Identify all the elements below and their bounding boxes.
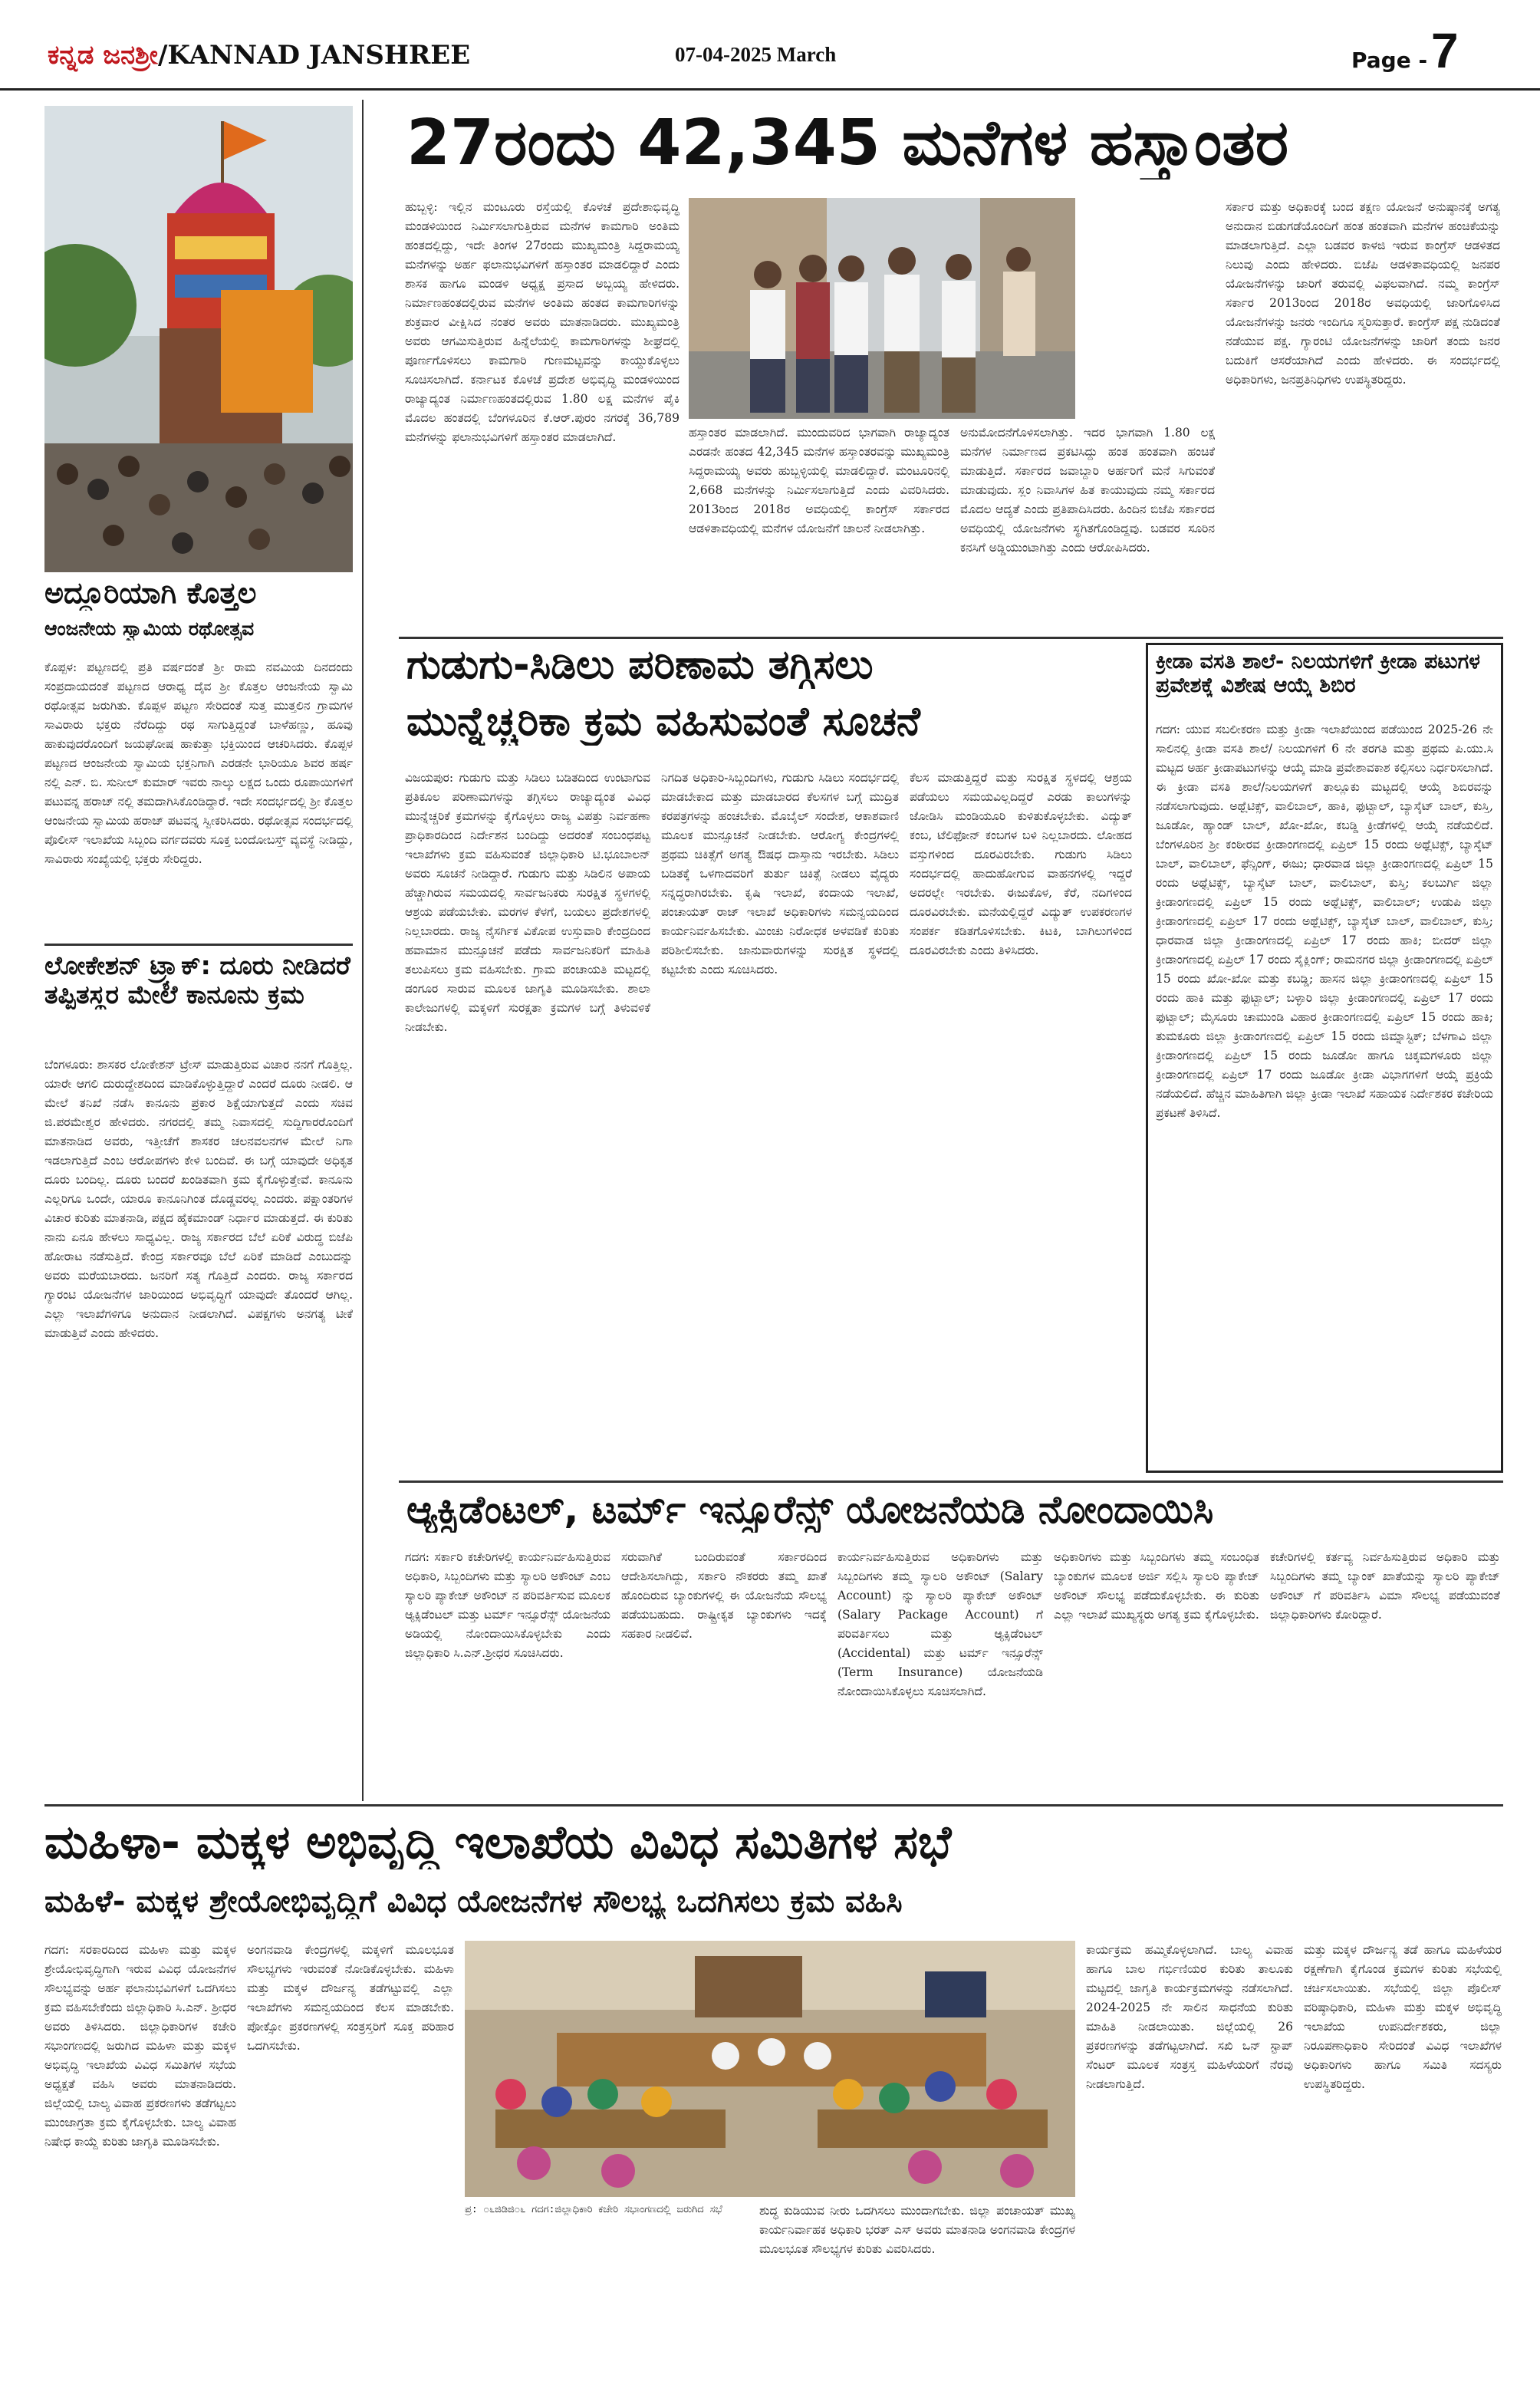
women-top-rule bbox=[44, 1804, 1503, 1807]
story-body-location: ಬೆಂಗಳೂರು: ಶಾಸಕರ ಲೋಕೇಶನ್ ಟ್ರೇಸ್ ಮಾಡುತ್ತಿರುವ ವಿಚಾರ ನನಗೆ ಗೊತ್ತಿಲ್ಲ. ಯಾರೇ ಆಗಲಿ ದುರುದ್ದೇಶದಿಂದ ಮಾಡಿಕೊಳ್ಳುತ್ತಿದ್ದಾರೆ ಎಂದರೆ ದೂರು ನೀಡಲಿ. ಆ ಮೇಲೆ ತನಿಖೆ ನಡೆಸಿ ಕಾನೂನು ಪ್ರಕಾರ ಶಿಕ್ಷೆಯಾಗುತ್ತದೆ ಎಂದು ಸಚಿವ ಜಿ.ಪರಮೇಶ್ವರ ಹೇಳಿದರು. ನಗರದಲ್ಲಿ ತಮ್ಮ ನಿವಾಸದಲ್ಲಿ ಸುದ್ದಿಗಾರರೊಂದಿಗೆ ಮಾತನಾಡಿದ ಅವರು, ಇತ್ತೀಚೆಗೆ ಶಾಸಕರ ಚಲನವಲನಗಳ ಮೇಲೆ ನಿಗಾ ಇಡಲಾಗುತ್ತಿದೆ ಎಂಬ ಆರೋಪಗಳು ಕೇಳಿ ಬಂದಿವೆ. ಈ ಬಗ್ಗೆ ಯಾವುದೇ ಅಧಿಕೃತ ದೂರು ಬಂದಿಲ್ಲ. ದೂರು ಬಂದರೆ ಖಂಡಿತವಾಗಿ ಕ್ರಮ ಕೈಗೊಳ್ಳುತ್ತೇವೆ. ಕಾನೂನು ಎಲ್ಲರಿಗೂ ಒಂದೇ, ಯಾರೂ ಕಾನೂನಿಗಿಂತ ದೊಡ್ಡವರಲ್ಲ ಎಂದರು. ಪಕ್ಷಾಂತರಿಗಳ ವಿಚಾರ ಕುರಿತು ಮಾತನಾಡಿ, ಪಕ್ಷದ ಹೈಕಮಾಂಡ್ ನಿರ್ಧಾರ ಮಾಡುತ್ತದೆ. ಈ ಕುರಿತು ನಾನು ಏನೂ ಹೇಳಲು ಸಾಧ್ಯವಿಲ್ಲ. ರಾಜ್ಯ ಸರ್ಕಾರದ ಬೆಲೆ ಏರಿಕೆ ವಿರುದ್ಧ ಬಿಜೆಪಿ ಹೋರಾಟ ನಡೆಸುತ್ತಿದೆ. ಕೇಂದ್ರ ಸರ್ಕಾರವೂ ಬೆಲೆ ಏರಿಕೆ ಮಾಡಿದೆ ಎಂಬುದನ್ನು ಅವರು ಮರೆಯಬಾರದು. ಜನರಿಗೆ ಸತ್ಯ ಗೊತ್ತಿದೆ ಎಂದರು. ರಾಜ್ಯ ಸರ್ಕಾರದ ಗ್ಯಾರಂಟಿ ಯೋಜನೆಗಳ ಜಾರಿಯಿಂದ ಅಭಿವೃದ್ಧಿಗೆ ಯಾವುದೇ ತೊಂದರೆ ಆಗಿಲ್ಲ. ಎಲ್ಲಾ ಇಲಾಖೆಗಳಿಗೂ ಅನುದಾನ ನೀಡಲಾಗಿದೆ. ವಿಪಕ್ಷಗಳು ಅನಗತ್ಯ ಟೀಕೆ ಮಾಡುತ್ತಿವೆ ಎಂದು ಹೇಳಿದರು. bbox=[44, 1058, 353, 1340]
page-number: 7 bbox=[1431, 23, 1459, 78]
women-col-4: ಮತ್ತು ಮಕ್ಕಳ ದೌರ್ಜನ್ಯ ತಡೆ ಹಾಗೂ ಮಹಿಳೆಯರ ರಕ್ಷಣೆಗಾಗಿ ಕೈಗೊಂಡ ಕ್ರಮಗಳ ಕುರಿತು ಸಭೆಯಲ್ಲಿ ಚರ್ಚಿಸಲಾಯಿತು. ಸಭೆಯಲ್ಲಿ ಜಿಲ್ಲಾ ಪೊಲೀಸ್ ವರಿಷ್ಠಾಧಿಕಾರಿ, ಮಹಿಳಾ ಮತ್ತು ಮಕ್ಕಳ ಅಭಿವೃದ್ಧಿ ಇಲಾಖೆಯ ಉಪನಿರ್ದೇಶಕರು, ಜಿಲ್ಲಾ ನಿರೂಪಣಾಧಿಕಾರಿ ಸೇರಿದಂತೆ ವಿವಿಧ ಇಲಾಖೆಗಳ ಅಧಿಕಾರಿಗಳು ಹಾಗೂ ಸಮಿತಿ ಸದಸ್ಯರು ಉಪಸ್ಥಿತರಿದ್ದರು. bbox=[1304, 1943, 1502, 2091]
lead-bottom-rule bbox=[399, 637, 1503, 639]
lead-col-2: ಹಸ್ತಾಂತರ ಮಾಡಲಾಗಿದೆ. ಮುಂದುವರಿದ ಭಾಗವಾಗಿ ರಾಜ್ಯಾದ್ಯಂತ ಎರಡನೇ ಹಂತದ 42,345 ಮನೆಗಳ ಹಸ್ತಾಂತರವನ್ನು ಮುಖ್ಯಮಂತ್ರಿ ಸಿದ್ದರಾಮಯ್ಯ ಅವರು ಹುಬ್ಬಳ್ಳಿಯಲ್ಲಿ ಮಾಡಲಿದ್ದಾರೆ. ಮಂಟೂರಿನಲ್ಲಿ 2,668 ಮನೆಗಳನ್ನು ನಿರ್ಮಿಸಲಾಗುತ್ತಿದೆ ಎಂದು ವಿವರಿಸಿದರು. 2013ರಿಂದ 2018ರ ಅವಧಿಯಲ್ಲಿ ಕಾಂಗ್ರೆಸ್ ಸರ್ಕಾರದ ಆಡಳಿತಾವಧಿಯಲ್ಲಿ ಮನೆಗಳ ಯೋಜನೆಗೆ ಚಾಲನೆ ನೀಡಲಾಗಿತ್ತು. bbox=[689, 426, 949, 535]
accident-col-5: ಕಚೇರಿಗಳಲ್ಲಿ ಕರ್ತವ್ಯ ನಿರ್ವಹಿಸುತ್ತಿರುವ ಅಧಿಕಾರಿ ಮತ್ತು ಸಿಬ್ಬಂದಿಗಳು ತಮ್ಮ ಬ್ಯಾಂಕ್ ಖಾತೆಯನ್ನು ಸ್ಯಾಲರಿ ಪ್ಯಾಕೇಜ್ ಅಕೌಂಟ್ ಗೆ ಪರಿವರ್ತಿಸಿ ವಿಮಾ ಸೌಲಭ್ಯ ಪಡೆಯುವಂತೆ ಜಿಲ್ಲಾಧಿಕಾರಿಗಳು ಕೋರಿದ್ದಾರೆ. bbox=[1270, 1550, 1500, 1622]
meeting-photo bbox=[465, 1941, 1075, 2197]
lead-col-3: ಅನುಮೋದನೆಗೊಳಿಸಲಾಗಿತ್ತು. ಇದರ ಭಾಗವಾಗಿ 1.80 ಲಕ್ಷ ಮನೆಗಳ ನಿರ್ಮಾಣದ ಪ್ರಕಟಿಸಿದ್ದು ಹಂತ ಹಂತವಾಗಿ ಹಂಚಿಕೆ ಮಾಡುತ್ತಿದೆ. ಸರ್ಕಾರದ ಜವಾಬ್ದಾರಿ ಅರ್ಹರಿಗೆ ಮನೆ ಸಿಗುವಂತೆ ಮಾಡುವುದು. ಸ್ಲಂ ನಿವಾಸಿಗಳ ಹಿತ ಕಾಯುವುದು ನಮ್ಮ ಸರ್ಕಾರದ ಮೊದಲ ಆದ್ಯತೆ ಎಂದು ಪ್ರತಿಪಾದಿಸಿದರು. ಹಿಂದಿನ ಬಿಜೆಪಿ ಸರ್ಕಾರದ ಅವಧಿಯಲ್ಲಿ ಯೋಜನೆಗಳು ಸ್ಥಗಿತಗೊಂಡಿದ್ದವು. ಬಡವರ ಸೂರಿನ ಕನಸಿಗೆ ಅಡ್ಡಿಯುಂಟಾಗಿತ್ತು ಎಂದು ಆರೋಪಿಸಿದರು. bbox=[960, 426, 1215, 555]
sports-headline: ಕ್ರೀಡಾ ವಸತಿ ಶಾಲೆ- ನಿಲಯಗಳಿಗೆ ಕ್ರೀಡಾ ಪಟುಗಳ ಪ್ರವೇಶಕ್ಕೆ ವಿಶೇಷ ಆಯ್ಕೆ ಶಿಬಿರ bbox=[1156, 650, 1480, 698]
story-headline-kottala: ಅದ್ದೂರಿಯಾಗಿ ಕೊತ್ತಲ bbox=[44, 577, 257, 610]
newspaper-brand bbox=[48, 40, 470, 71]
story-body-kottala: ಕೊಪ್ಪಳ: ಪಟ್ಟಣದಲ್ಲಿ ಪ್ರತಿ ವರ್ಷದಂತೆ ಶ್ರೀ ರಾಮ ನವಮಿಯ ದಿನದಂದು ಸಂಪ್ರದಾಯದಂತೆ ಪಟ್ಟಣದ ಆರಾಧ್ಯ ದೈವ ಶ್ರೀ ಕೊತ್ತಲ ಆಂಜನೇಯ ಸ್ವಾಮಿ ರಥೋತ್ಸವ ಜರುಗಿತು. ಕೊಪ್ಪಳ ಪಟ್ಟಣ ಸೇರಿದಂತೆ ಸುತ್ತ ಮುತ್ತಲಿನ ಗ್ರಾಮಗಳ ಸಾವಿರಾರು ಭಕ್ತರು ನೆರೆದಿದ್ದು ರಥ ಸಾಗುತ್ತಿದ್ದಂತೆ ಬಾಳೆಹಣ್ಣು, ಹೂವು ಹಾಕುವುದರೊಂದಿಗೆ ಜಯಘೋಷ ಹಾಕುತ್ತಾ ಭಕ್ತಿಯಿಂದ ಆಚರಿಸಿದರು. ಕೊಪ್ಪಳ ಪಟ್ಟಣದ ಆಂಜನೇಯ ಸ್ವಾಮಿಯ ಭಕ್ತನಿಗಾಗಿ ಎರಡನೇ ಭಾರಿಯೂ ಶಿವರ ಹರ್ಷ ನಲ್ಲಿ ಎನ್. ಬಿ. ಸುನೀಲ್ ಕುಮಾರ್ ಇವರು ನಾಲ್ಕು ಲಕ್ಷದ ಒಂದು ರೂಪಾಯಿಗಳಿಗೆ ಪಟುವನ್ನ ಹರಾಜ್ ನಲ್ಲಿ ತಮದಾಗಿಸಿಕೊಂಡಿದ್ದಾರೆ. ಇದೇ ಸಂದರ್ಭದಲ್ಲಿ ಶ್ರೀ ಕೊತ್ತಲ ಆಂಜನೇಯ ಸ್ವಾಮಿಯ ಹರಾಜ್ ಪಟವನ್ನ ಸ್ವೀಕರಿಸಿದರು. ರಥೋತ್ಸವ ಸಂದರ್ಭದಲ್ಲಿ ಪೊಲೀಸ್ ಇಲಾಖೆಯ ಸಿಬ್ಬಂದಿ ವರ್ಗದವರು ಸೂಕ್ತ ಬಂದೋಬಸ್ತ್ ವ್ಯವಸ್ಥೆ ನೀಡಿದ್ದು, ಸಾವಿರಾರು ಸಂಖ್ಯೆಯಲ್ಲಿ ಭಕ್ತರು ಸೇರಿದ್ದರು. bbox=[44, 660, 353, 866]
lead-photo-officials bbox=[689, 198, 1075, 419]
thunder-col-3: ಕೆಲಸ ಮಾಡುತ್ತಿದ್ದರೆ ಮತ್ತು ಸುರಕ್ಷಿತ ಸ್ಥಳದಲ್ಲಿ ಆಶ್ರಯ ಪಡೆಯಲು ಸಮಯವಿಲ್ಲದಿದ್ದರೆ ಎರಡು ಕಾಲುಗಳನ್ನು ಜೋಡಿಸಿ ಮಂಡಿಯೂರಿ ಕುಳಿತುಕೊಳ್ಳಬೇಕು. ವಿದ್ಯುತ್ ಕಂಬ, ಟೆಲಿಫೋನ್ ಕಂಬಗಳ ಬಳಿ ನಿಲ್ಲಬಾರದು. ಲೋಹದ ವಸ್ತುಗಳಿಂದ ದೂರವಿರಬೇಕು. ಗುಡುಗು ಸಿಡಿಲು ಸಂದರ್ಭದಲ್ಲಿ ಹಾದುಹೋಗುವ ವಾಹನಗಳಲ್ಲಿ ಇದ್ದರೆ ಅದರಲ್ಲೇ ಇರಬೇಕು. ಈಜುಕೊಳ, ಕೆರೆ, ನದಿಗಳಿಂದ ದೂರವಿರಬೇಕು. ಮನೆಯಲ್ಲಿದ್ದರೆ ವಿದ್ಯುತ್ ಉಪಕರಣಗಳ ಸಂಪರ್ಕ ಕಡಿತಗೊಳಿಸಬೇಕು. ಕಿಟಕಿ, ಬಾಗಿಲುಗಳಿಂದ ದೂರವಿರಬೇಕು ಎಂದು ತಿಳಿಸಿದರು. bbox=[910, 771, 1132, 957]
thunder-col-2: ನಿಗದಿತ ಅಧಿಕಾರಿ-ಸಿಬ್ಬಂದಿಗಳು, ಗುಡುಗು ಸಿಡಿಲು ಸಂದರ್ಭದಲ್ಲಿ ಮಾಡಬೇಕಾದ ಮತ್ತು ಮಾಡಬಾರದ ಕೆಲಸಗಳ ಬಗ್ಗೆ ಮುದ್ರಿತ ಕರಪತ್ರಗಳನ್ನು ಹಂಚಬೇಕು. ಮೊಬೈಲ್ ಸಂದೇಶ, ಆಕಾಶವಾಣಿ ಮೂಲಕ ಮುನ್ಸೂಚನೆ ನೀಡಬೇಕು. ಆರೋಗ್ಯ ಕೇಂದ್ರಗಳಲ್ಲಿ ಪ್ರಥಮ ಚಿಕಿತ್ಸೆಗೆ ಅಗತ್ಯ ಔಷಧ ದಾಸ್ತಾನು ಇರಬೇಕು. ಸಿಡಿಲು ಬಡಿತಕ್ಕೆ ಒಳಗಾದವರಿಗೆ ತುರ್ತು ಚಿಕಿತ್ಸೆ ನೀಡಲು ವೈದ್ಯರು ಸನ್ನದ್ಧರಾಗಿರಬೇಕು. ಕೃಷಿ ಇಲಾಖೆ, ಕಂದಾಯ ಇಲಾಖೆ, ಪಂಚಾಯತ್ ರಾಜ್ ಇಲಾಖೆ ಅಧಿಕಾರಿಗಳು ಸಮನ್ವಯದಿಂದ ಕಾರ್ಯನಿರ್ವಹಿಸಬೇಕು. ಮಿಂಚು ನಿರೋಧಕ ಅಳವಡಿಕೆ ಕುರಿತು ಪರಿಶೀಲಿಸಬೇಕು. ಜಾನುವಾರುಗಳನ್ನು ಸುರಕ್ಷಿತ ಸ್ಥಳದಲ್ಲಿ ಕಟ್ಟಬೇಕು ಎಂದು ಸೂಚಿಸಿದರು. bbox=[661, 771, 899, 977]
thunder-headline-line1: ಗುಡುಗು-ಸಿಡಿಲು ಪರಿಣಾಮ ತಗ್ಗಿಸಲು bbox=[406, 643, 874, 688]
chariot-festival-photo bbox=[44, 106, 353, 572]
lead-col-1: ಹುಬ್ಬಳ್ಳಿ: ಇಲ್ಲಿನ ಮಂಟೂರು ರಸ್ತೆಯಲ್ಲಿ ಕೊಳಚೆ ಪ್ರದೇಶಾಭಿವೃದ್ಧಿ ಮಂಡಳಿಯಿಂದ ನಿರ್ಮಿಸಲಾಗುತ್ತಿರುವ ಮನೆಗಳ ಕಾಮಗಾರಿ ಅಂತಿಮ ಹಂತದಲ್ಲಿದ್ದು, ಇದೇ ತಿಂಗಳ 27ರಂದು ಮುಖ್ಯಮಂತ್ರಿ ಸಿದ್ದರಾಮಯ್ಯ ಮನೆಗಳನ್ನು ಅರ್ಹ ಫಲಾನುಭವಿಗಳಿಗೆ ಹಸ್ತಾಂತರ ಮಾಡಲಿದ್ದಾರೆ ಎಂದು ಶಾಸಕ ಹಾಗೂ ಮಂಡಳಿ ಅಧ್ಯಕ್ಷ ಪ್ರಸಾದ ಅಬ್ಬಯ್ಯ ಹೇಳಿದರು. ನಿರ್ಮಾಣಹಂತದಲ್ಲಿರುವ ಮನೆಗಳ ಅಂತಿಮ ಹಂತದ ಕಾಮಗಾರಿಗಳನ್ನು ಶುಕ್ರವಾರ ವೀಕ್ಷಿಸಿದ ನಂತರ ಅವರು ಮಾತನಾಡಿದರು. ಮುಖ್ಯಮಂತ್ರಿ ಅವರು ಆಗಮಿಸುತ್ತಿರುವ ಹಿನ್ನೆಲೆಯಲ್ಲಿ ಕಾಮಗಾರಿಗಳನ್ನು ಶೀಘ್ರದಲ್ಲಿ ಪೂರ್ಣಗೊಳಿಸಲು ಕಾಮಗಾರಿ ಗುಣಮಟ್ಟವನ್ನು ಕಾಯ್ದುಕೊಳ್ಳಲು ಸೂಚಿಸಲಾಗಿದೆ. ಕರ್ನಾಟಕ ಕೊಳಚೆ ಪ್ರದೇಶ ಅಭಿವೃದ್ಧಿ ಮಂಡಳಿಯಿಂದ ರಾಜ್ಯಾದ್ಯಂತ ನಿರ್ಮಾಣಹಂತದಲ್ಲಿರುವ 1.80 ಲಕ್ಷ ಮನೆಗಳ ಪೈಕಿ ಮೊದಲ ಹಂತದಲ್ಲಿ ಬೆಂಗಳೂರಿನ ಕೆ.ಆರ್.ಪುರಂ ನಗರಕ್ಕೆ 36,789 ಮನೆಗಳನ್ನು ಫಲಾನುಭವಿಗಳಿಗೆ ಹಸ್ತಾಂತರ ಮಾಡಲಾಗಿದೆ. bbox=[405, 200, 680, 444]
meeting-photo-caption: ಪ್ರ: ೦೬ಜಿಡಿಜಿ೦೬ ಗದಗ:ಜಿಲ್ಲಾಧಿಕಾರಿ ಕಚೇರಿ ಸಭಾಂಗಣದಲ್ಲಿ ಜರುಗಿದ ಸಭೆ bbox=[465, 2204, 722, 2215]
meeting-photo-graphic bbox=[465, 1941, 1075, 2197]
accident-col-2: ಸರುವಾಗಿಕೆ ಬಂದಿರುವಂತೆ ಸರ್ಕಾರದಿಂದ ಆದೇಶಿಸಲಾಗಿದ್ದು, ಸರ್ಕಾರಿ ನೌಕರರು ತಮ್ಮ ಖಾತೆ ಹೊಂದಿರುವ ಬ್ಯಾಂಕುಗಳಲ್ಲಿ ಈ ಯೋಜನೆಯ ಸೌಲಭ್ಯ ಪಡೆಯಬಹುದು. ರಾಷ್ಟ್ರೀಕೃತ ಬ್ಯಾಂಕುಗಳು ಇದಕ್ಕೆ ಸಹಕಾರ ನೀಡಲಿವೆ. bbox=[621, 1550, 827, 1641]
story-headline-location: ಲೋಕೇಶನ್ ಟ್ರ್ಯಾಕ್: ದೂರು ನೀಡಿದರೆ ತಪ್ಪಿತಸ್ಥರ ಮೇಲೆ ಕಾನೂನು ಕ್ರಮ bbox=[44, 951, 350, 1009]
issue-date: 07-04-2025 March bbox=[675, 43, 837, 66]
lead-photo-graphic bbox=[689, 198, 1075, 419]
thunder-col-1: ವಿಜಯಪುರ: ಗುಡುಗು ಮತ್ತು ಸಿಡಿಲು ಬಡಿತದಿಂದ ಉಂಟಾಗುವ ಪ್ರತಿಕೂಲ ಪರಿಣಾಮಗಳನ್ನು ತಗ್ಗಿಸಲು ರಾಜ್ಯಾದ್ಯಂತ ವಿವಿಧ ಮುನ್ನೆಚ್ಚರಿಕೆ ಕ್ರಮಗಳನ್ನು ಕೈಗೊಳ್ಳಲು ರಾಜ್ಯ ವಿಪತ್ತು ನಿರ್ವಹಣಾ ಪ್ರಾಧಿಕಾರದಿಂದ ನಿರ್ದೇಶನ ಬಂದಿದ್ದು ಅದರಂತೆ ಸಂಬಂಧಪಟ್ಟ ಇಲಾಖೆಗಳು ಕ್ರಮ ವಹಿಸುವಂತೆ ಜಿಲ್ಲಾಧಿಕಾರಿ ಟಿ.ಭೂಬಾಲನ್ ಅವರು ಸೂಚನೆ ನೀಡಿದ್ದಾರೆ. ಗುಡುಗು ಮತ್ತು ಸಿಡಿಲಿನ ಅಪಾಯ ಹೆಚ್ಚಾಗಿರುವ ಸಮಯದಲ್ಲಿ ಸಾರ್ವಜನಿಕರು ಸುರಕ್ಷಿತ ಸ್ಥಳಗಳಲ್ಲಿ ಆಶ್ರಯ ಪಡೆಯಬೇಕು. ಮರಗಳ ಕೆಳಗೆ, ಬಯಲು ಪ್ರದೇಶಗಳಲ್ಲಿ ನಿಲ್ಲಬಾರದು. ರಾಜ್ಯ ನೈಸರ್ಗಿಕ ವಿಕೋಪ ಉಸ್ತುವಾರಿ ಕೇಂದ್ರದಿಂದ ಹವಾಮಾನ ಮುನ್ಸೂಚನೆ ಪಡೆದು ಸಾರ್ವಜನಿಕರಿಗೆ ಮಾಹಿತಿ ತಲುಪಿಸಲು ಕ್ರಮ ವಹಿಸಬೇಕು. ಗ್ರಾಮ ಪಂಚಾಯತಿ ಮಟ್ಟದಲ್ಲಿ ಡಂಗೂರ ಸಾರುವ ಮೂಲಕ ಜಾಗೃತಿ ಮೂಡಿಸಬೇಕು. ಶಾಲಾ ಕಾಲೇಜುಗಳಲ್ಲಿ ಮಕ್ಕಳಿಗೆ ಸುರಕ್ಷತಾ ಕ್ರಮಗಳ ಬಗ್ಗೆ ತಿಳುವಳಿಕೆ ನೀಡಬೇಕು. bbox=[405, 771, 650, 1034]
page-label: Page - bbox=[1351, 48, 1428, 73]
women-subhead: ಮಹಿಳೆ- ಮಕ್ಕಳ ಶ್ರೇಯೋಭಿವೃದ್ಧಿಗೆ ವಿವಿಧ ಯೋಜನೆಗಳ ಸೌಲಭ್ಯ ಒದಗಿಸಲು ಕ್ರಮ ವಹಿಸಿ bbox=[44, 1884, 903, 1919]
column-rule-left bbox=[362, 100, 364, 1801]
masthead bbox=[0, 0, 1540, 91]
accident-headline: ಆ್ಯಕ್ಸಿಡೆಂಟಲ್, ಟರ್ಮ್ ಇನ್ಸೂರೆನ್ಸ್ ಯೋಜನೆಯಡಿ ನೋಂದಾಯಿಸಿ bbox=[406, 1488, 1214, 1532]
chariot-photo-graphic bbox=[44, 106, 353, 572]
thunder-bottom-rule bbox=[399, 1480, 1503, 1483]
women-col-1: ಗದಗ: ಸರಕಾರದಿಂದ ಮಹಿಳಾ ಮತ್ತು ಮಕ್ಕಳ ಶ್ರೇಯೋಭಿವೃದ್ಧಿಗಾಗಿ ಇರುವ ವಿವಿಧ ಯೋಜನೆಗಳ ಸೌಲಭ್ಯವನ್ನು ಅರ್ಹ ಫಲಾನುಭವಿಗಳಿಗೆ ಒದಗಿಸಲು ಕ್ರಮ ವಹಿಸಬೇಕೆಂದು ಜಿಲ್ಲಾಧಿಕಾರಿ ಸಿ.ಎನ್. ಶ್ರೀಧರ ಅವರು ತಿಳಿಸಿದರು. ಜಿಲ್ಲಾಧಿಕಾರಿಗಳ ಕಚೇರಿ ಸಭಾಂಗಣದಲ್ಲಿ ಜರುಗಿದ ಮಹಿಳಾ ಮತ್ತು ಮಕ್ಕಳ ಅಭಿವೃದ್ಧಿ ಇಲಾಖೆಯ ವಿವಿಧ ಸಮಿತಿಗಳ ಸಭೆಯ ಅಧ್ಯಕ್ಷತೆ ವಹಿಸಿ ಅವರು ಮಾತನಾಡಿದರು. ಜಿಲ್ಲೆಯಲ್ಲಿ ಬಾಲ್ಯ ವಿವಾಹ ಪ್ರಕರಣಗಳು ತಡೆಗಟ್ಟಲು ಮುಂಜಾಗ್ರತಾ ಕ್ರಮ ಕೈಗೊಳ್ಳಬೇಕು. ಬಾಲ್ಯ ವಿವಾಹ ನಿಷೇಧ ಕಾಯ್ದೆ ಕುರಿತು ಜಾಗೃತಿ ಮೂಡಿಸಬೇಕು. bbox=[44, 1943, 236, 2149]
accident-col-3: ಕಾರ್ಯನಿರ್ವಹಿಸುತ್ತಿರುವ ಅಧಿಕಾರಿಗಳು ಮತ್ತು ಸಿಬ್ಬಂದಿಗಳು ತಮ್ಮ ಸ್ಯಾಲರಿ ಅಕೌಂಟ್ (Salary Account) ನ್ನು ಸ್ಯಾಲರಿ ಪ್ಯಾಕೇಜ್ ಅಕೌಂಟ್ (Salary Package Account) ಗೆ ಪರಿವರ್ತಿಸಲು ಮತ್ತು ಆ್ಯಕ್ಸಿಡೆಂಟಲ್ (Accidental) ಮತ್ತು ಟರ್ಮ್ ಇನ್ಸೂರೆನ್ಸ್ (Term Insurance) ಯೋಜನೆಯಡಿ ನೋಂದಾಯಿಸಿಕೊಳ್ಳಲು ಸೂಚಿಸಲಾಗಿದೆ. bbox=[837, 1550, 1043, 1698]
lead-col-4: ಸರ್ಕಾರ ಮತ್ತು ಅಧಿಕಾರಕ್ಕೆ ಬಂದ ತಕ್ಷಣ ಯೋಜನೆ ಅನುಷ್ಠಾನಕ್ಕೆ ಅಗತ್ಯ ಅನುದಾನ ಬಿಡುಗಡೆಯೊಂದಿಗೆ ಹಂತ ಹಂತವಾಗಿ ಮನೆಗಳ ಹಂಚಿಕೆಯನ್ನು ಮಾಡಲಾಗುತ್ತಿದೆ. ಎಲ್ಲಾ ಬಡವರ ಕಾಳಜಿ ಇರುವ ಕಾಂಗ್ರೆಸ್ ಆಡಳಿತದ ನಿಲುವು ಎಂದು ಹೇಳಿದರು. ಬಿಜೆಪಿ ಆಡಳಿತಾವಧಿಯಲ್ಲಿ ಜನಪರ ಯೋಜನೆಗಳನ್ನು ಜಾರಿಗೆ ತರುವಲ್ಲಿ ವಿಫಲವಾಗಿದೆ. ನಮ್ಮ ಕಾಂಗ್ರೆಸ್ ಸರ್ಕಾರ 2013ರಿಂದ 2018ರ ಅವಧಿಯಲ್ಲಿ ಜಾರಿಗೊಳಿಸಿದ ಯೋಜನೆಗಳನ್ನು ಜನರು ಇಂದಿಗೂ ಸ್ಮರಿಸುತ್ತಾರೆ. ಕಾಂಗ್ರೆಸ್ ಪಕ್ಷ ನುಡಿದಂತೆ ನಡೆಯುವ ಪಕ್ಷ. ಗ್ಯಾರಂಟಿ ಯೋಜನೆಗಳನ್ನು ಜಾರಿಗೆ ತಂದು ಜನರ ಬದುಕಿಗೆ ಆಸರೆಯಾಗಿದೆ ಎಂದು ಹೇಳಿದರು. ಈ ಸಂದರ್ಭದಲ್ಲಿ ಅಧಿಕಾರಿಗಳು, ಜನಪ್ರತಿನಿಧಿಗಳು ಉಪಸ್ಥಿತರಿದ್ದರು. bbox=[1226, 200, 1500, 387]
brand-english: /KANNAD JANSHREE bbox=[157, 40, 471, 71]
thunder-headline-line2: ಮುನ್ನೆಚ್ಚರಿಕಾ ಕ್ರಮ ವಹಿಸುವಂತೆ ಸೂಚನೆ bbox=[406, 700, 920, 745]
accident-col-4: ಅಧಿಕಾರಿಗಳು ಮತ್ತು ಸಿಬ್ಬಂದಿಗಳು ತಮ್ಮ ಸಂಬಂಧಿತ ಬ್ಯಾಂಕುಗಳ ಮೂಲಕ ಅರ್ಜಿ ಸಲ್ಲಿಸಿ ಸ್ಯಾಲರಿ ಪ್ಯಾಕೇಜ್ ಅಕೌಂಟ್ ಸೌಲಭ್ಯ ಪಡೆದುಕೊಳ್ಳಬೇಕು. ಈ ಕುರಿತು ಎಲ್ಲಾ ಇಲಾಖೆ ಮುಖ್ಯಸ್ಥರು ಅಗತ್ಯ ಕ್ರಮ ಕೈಗೊಳ್ಳಬೇಕು. bbox=[1054, 1550, 1259, 1622]
women-col-2: ಅಂಗನವಾಡಿ ಕೇಂದ್ರಗಳಲ್ಲಿ ಮಕ್ಕಳಿಗೆ ಮೂಲಭೂತ ಸೌಲಭ್ಯಗಳು ಇರುವಂತೆ ನೋಡಿಕೊಳ್ಳಬೇಕು. ಮಹಿಳಾ ಮತ್ತು ಮಕ್ಕಳ ದೌರ್ಜನ್ಯ ತಡೆಗಟ್ಟುವಲ್ಲಿ ಎಲ್ಲಾ ಇಲಾಖೆಗಳು ಸಮನ್ವಯದಿಂದ ಕೆಲಸ ಮಾಡಬೇಕು. ಪೋಕ್ಸೋ ಪ್ರಕರಣಗಳಲ್ಲಿ ಸಂತ್ರಸ್ತರಿಗೆ ಸೂಕ್ತ ಪರಿಹಾರ ಒದಗಿಸಬೇಕು. bbox=[247, 1943, 454, 2053]
brand-kannada: ಕನ್ನಡ ಜನಶ್ರೀ bbox=[48, 40, 158, 71]
lead-headline: 27ರಂದು 42,345 ಮನೆಗಳ ಹಸ್ತಾಂತರ bbox=[406, 107, 1289, 179]
sports-body: ಗದಗ: ಯುವ ಸಬಲೀಕರಣ ಮತ್ತು ಕ್ರೀಡಾ ಇಲಾಖೆಯಿಂದ ಪಡೆಯಿಂದ 2025-26 ನೇ ಸಾಲಿನಲ್ಲಿ ಕ್ರೀಡಾ ವಸತಿ ಶಾಲೆ/ ನಿಲಯಗಳಿಗೆ 6 ನೇ ತರಗತಿ ಮತ್ತು ಪ್ರಥಮ ಪಿ.ಯು.ಸಿ ಮಟ್ಟದ ಅರ್ಹ ಕ್ರೀಡಾಪಟುಗಳನ್ನು ಆಯ್ಕೆ ಮಾಡಿ ಪ್ರವೇಶಾವಕಾಶ ಕಲ್ಪಿಸಲು ನಿರ್ಧರಿಸಲಾಗಿದೆ. ಈ ಕ್ರೀಡಾ ವಸತಿ ಶಾಲೆ/ನಿಲಯಗಳಿಗೆ ತಾಲ್ಲೂಕು ಮಟ್ಟದಲ್ಲಿ ಆಯ್ಕೆ ಶಿಬಿರವನ್ನು ನಡೆಸಲಾಗುವುದು. ಅಥ್ಲೆಟಿಕ್ಸ್, ವಾಲಿಬಾಲ್, ಹಾಕಿ, ಫುಟ್ಬಾಲ್, ಬ್ಯಾಸ್ಕೆಟ್ ಬಾಲ್, ಕುಸ್ತಿ, ಜೂಡೋ, ಹ್ಯಾಂಡ್ ಬಾಲ್, ಖೋ-ಖೋ, ಕಬಡ್ಡಿ ಕ್ರೀಡೆಗಳಲ್ಲಿ ಆಯ್ಕೆ ನಡೆಯಲಿದೆ. ಬೆಂಗಳೂರಿನ ಶ್ರೀ ಕಂಠೀರವ ಕ್ರೀಡಾಂಗಣದಲ್ಲಿ ಏಪ್ರಿಲ್ 15 ರಂದು ಅಥ್ಲೆಟಿಕ್ಸ್, ಬ್ಯಾಸ್ಕೆಟ್ ಬಾಲ್, ವಾಲಿಬಾಲ್, ಫೆನ್ಸಿಂಗ್, ಈಜು; ಧಾರವಾಡ ಜಿಲ್ಲಾ ಕ್ರೀಡಾಂಗಣದಲ್ಲಿ ಏಪ್ರಿಲ್ 15 ರಂದು ಅಥ್ಲೆಟಿಕ್ಸ್, ಬ್ಯಾಸ್ಕೆಟ್ ಬಾಲ್, ವಾಲಿಬಾಲ್, ಕುಸ್ತಿ; ಕಲಬುರ್ಗಿ ಜಿಲ್ಲಾ ಕ್ರೀಡಾಂಗಣದಲ್ಲಿ ಏಪ್ರಿಲ್ 15 ರಂದು ಅಥ್ಲೆಟಿಕ್ಸ್, ವಾಲಿಬಾಲ್; ಉಡುಪಿ ಜಿಲ್ಲಾ ಕ್ರೀಡಾಂಗಣದಲ್ಲಿ ಏಪ್ರಿಲ್ 17 ರಂದು ಅಥ್ಲೆಟಿಕ್ಸ್, ಬ್ಯಾಸ್ಕೆಟ್ ಬಾಲ್, ವಾಲಿಬಾಲ್, ಕುಸ್ತಿ; ಧಾರವಾಡ ಜಿಲ್ಲಾ ಕ್ರೀಡಾಂಗಣದಲ್ಲಿ ಏಪ್ರಿಲ್ 17 ರಂದು ಹಾಕಿ; ಬೀದರ್ ಜಿಲ್ಲಾ ಕ್ರೀಡಾಂಗಣದಲ್ಲಿ ಏಪ್ರಿಲ್ 17 ರಂದು ಸೈಕ್ಲಿಂಗ್; ರಾಮನಗರ ಜಿಲ್ಲಾ ಕ್ರೀಡಾಂಗಣದಲ್ಲಿ ಏಪ್ರಿಲ್ 15 ರಂದು ಖೋ-ಖೋ ಮತ್ತು ಕಬಡ್ಡಿ; ಹಾಸನ ಜಿಲ್ಲಾ ಕ್ರೀಡಾಂಗಣದಲ್ಲಿ ಏಪ್ರಿಲ್ 15 ರಂದು ಹಾಕಿ ಮತ್ತು ಫುಟ್ಬಾಲ್; ಬಳ್ಳಾರಿ ಜಿಲ್ಲಾ ಕ್ರೀಡಾಂಗಣದಲ್ಲಿ ಏಪ್ರಿಲ್ 17 ರಂದು ಫುಟ್ಬಾಲ್; ಮೈಸೂರು ಚಾಮುಂಡಿ ವಿಹಾರ ಕ್ರೀಡಾಂಗಣದಲ್ಲಿ ಏಪ್ರಿಲ್ 15 ರಂದು ಹಾಕಿ; ತುಮಕೂರು ಜಿಲ್ಲಾ ಕ್ರೀಡಾಂಗಣದಲ್ಲಿ ಏಪ್ರಿಲ್ 15 ರಂದು ಜಿಮ್ನಾಸ್ಟಿಕ್; ಬೆಳಗಾವಿ ಜಿಲ್ಲಾ ಕ್ರೀಡಾಂಗಣದಲ್ಲಿ ಏಪ್ರಿಲ್ 15 ರಂದು ಜೂಡೋ ಹಾಗೂ ಚಿಕ್ಕಮಗಳೂರು ಜಿಲ್ಲಾ ಕ್ರೀಡಾಂಗಣದಲ್ಲಿ ಏಪ್ರಿಲ್ 17 ರಂದು ಜೂಡೋ ಕ್ರೀಡಾ ವಿಭಾಗಗಳಿಗೆ ಆಯ್ಕೆ ಪ್ರಕ್ರಿಯೆ ನಡೆಯಲಿದೆ. ಹೆಚ್ಚಿನ ಮಾಹಿತಿಗಾಗಿ ಜಿಲ್ಲಾ ಕ್ರೀಡಾ ಇಲಾಖೆ ಸಹಾಯಕ ನಿರ್ದೇಶಕರ ಕಚೇರಿಯ ಪ್ರಕಟಣೆ ತಿಳಿಸಿದೆ. bbox=[1156, 723, 1493, 1120]
women-col-2b: ಶುದ್ಧ ಕುಡಿಯುವ ನೀರು ಒದಗಿಸಲು ಮುಂದಾಗಬೇಕು. ಜಿಲ್ಲಾ ಪಂಚಾಯತ್ ಮುಖ್ಯ ಕಾರ್ಯನಿರ್ವಾಹಕ ಅಧಿಕಾರಿ ಭರತ್ ಎಸ್ ಅವರು ಮಾತನಾಡಿ ಅಂಗನವಾಡಿ ಕೇಂದ್ರಗಳ ಮೂಲಭೂತ ಸೌಲಭ್ಯಗಳ ಕುರಿತು ವಿವರಿಸಿದರು. bbox=[759, 2204, 1075, 2256]
left-divider bbox=[44, 944, 353, 946]
women-col-3: ಕಾರ್ಯಕ್ರಮ ಹಮ್ಮಿಕೊಳ್ಳಲಾಗಿದೆ. ಬಾಲ್ಯ ವಿವಾಹ ಹಾಗೂ ಬಾಲ ಗರ್ಭಿಣಿಯರ ಕುರಿತು ತಾಲೂಕು ಮಟ್ಟದಲ್ಲಿ ಜಾಗೃತಿ ಕಾರ್ಯಕ್ರಮಗಳನ್ನು ನಡೆಸಲಾಗಿದೆ. 2024-2025 ನೇ ಸಾಲಿನ ಸಾಧನೆಯ ಕುರಿತು ಮಾಹಿತಿ ನೀಡಲಾಯಿತು. ಜಿಲ್ಲೆಯಲ್ಲಿ 26 ಪ್ರಕರಣಗಳನ್ನು ತಡೆಗಟ್ಟಲಾಗಿದೆ. ಸಖಿ ಒನ್ ಸ್ಟಾಪ್ ಸೆಂಟರ್ ಮೂಲಕ ಸಂತ್ರಸ್ತ ಮಹಿಳೆಯರಿಗೆ ನೆರವು ನೀಡಲಾಗುತ್ತಿದೆ. bbox=[1086, 1943, 1293, 2091]
story-subhead-kottala: ಆಂಜನೇಯ ಸ್ವಾಮಿಯ ರಥೋತ್ಸವ bbox=[44, 618, 255, 640]
accident-col-1: ಗದಗ: ಸರ್ಕಾರಿ ಕಚೇರಿಗಳಲ್ಲಿ ಕಾರ್ಯನಿರ್ವಹಿಸುತ್ತಿರುವ ಅಧಿಕಾರಿ, ಸಿಬ್ಬಂದಿಗಳು ಮತ್ತು ಸ್ಯಾಲರಿ ಅಕೌಂಟ್ ಎಂಬ ಸ್ಯಾಲರಿ ಪ್ಯಾಕೇಜ್ ಅಕೌಂಟ್ ನ ಪರಿವರ್ತಿಸುವ ಮೂಲಕ ಆ್ಯಕ್ಸಿಡೆಂಟಲ್ ಮತ್ತು ಟರ್ಮ್ ಇನ್ಸೂರೆನ್ಸ್ ಯೋಜನೆಯ ಅಡಿಯಲ್ಲಿ ನೋಂದಾಯಿಸಿಕೊಳ್ಳಬೇಕು ಎಂದು ಜಿಲ್ಲಾಧಿಕಾರಿ ಸಿ.ಎನ್.ಶ್ರೀಧರ ಸೂಚಿಸಿದರು. bbox=[405, 1550, 610, 1660]
sports-box bbox=[1146, 643, 1503, 1473]
women-headline: ಮಹಿಳಾ- ಮಕ್ಕಳ ಅಭಿವೃದ್ಧಿ ಇಲಾಖೆಯ ವಿವಿಧ ಸಮಿತಿಗಳ ಸಭೆ bbox=[44, 1816, 952, 1869]
